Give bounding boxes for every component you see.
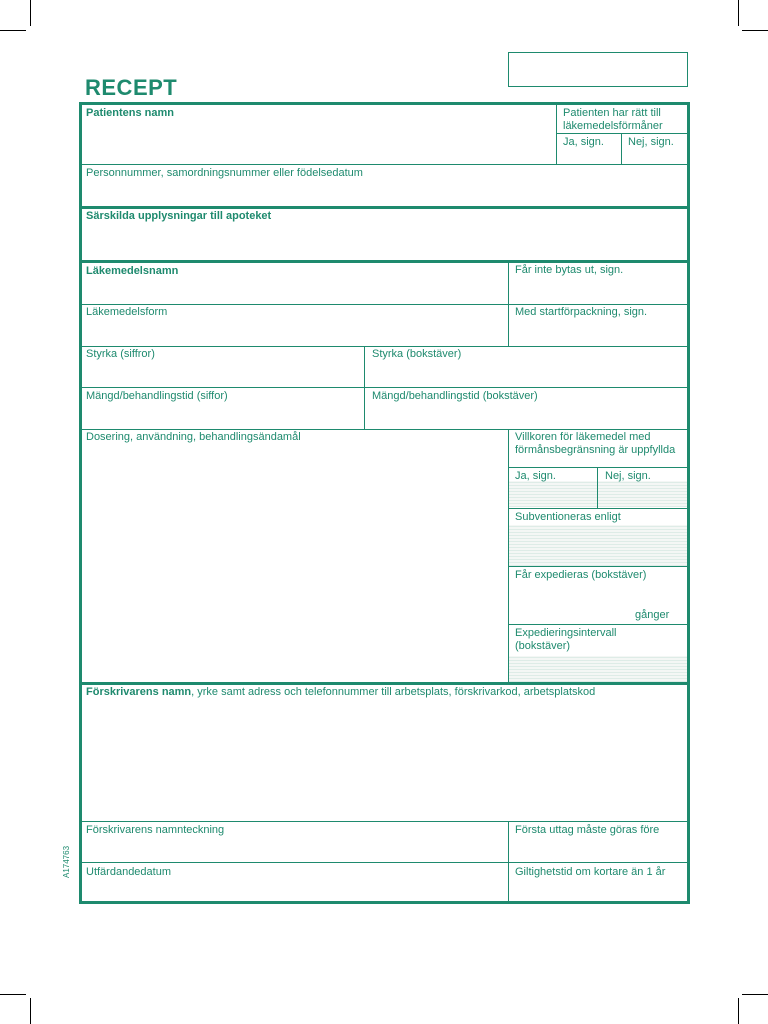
patient-name-label: Patientens namn (86, 107, 175, 119)
crop-mark (0, 994, 26, 995)
prescriber-name-label: Förskrivarens namn (86, 686, 192, 698)
restriction-label: Villkoren för läkemedel med förmånsbegränsning är uppfyllda (515, 431, 676, 456)
drug-form-label: Läkemedelsform (86, 306, 168, 318)
divider (82, 682, 687, 685)
crop-mark (30, 0, 31, 26)
divider (508, 508, 687, 509)
restriction-yes-sign[interactable]: Ja, sign. (515, 470, 556, 482)
times-label: gånger (635, 609, 670, 621)
divider (82, 387, 687, 388)
starter-pack-label: Med startförpackning, sign. (515, 306, 648, 318)
signature-label: Förskrivarens namnteckning (86, 824, 225, 836)
prescription-form (79, 102, 690, 904)
crop-mark (738, 998, 739, 1024)
shaded-area (598, 481, 687, 507)
personal-id-label: Personnummer, samordningsnummer eller födelsedatum (86, 167, 363, 179)
form-code: A174763 (62, 845, 71, 878)
divider (82, 164, 687, 165)
strength-digits-label: Styrka (siffror) (86, 348, 155, 360)
drug-name-label: Läkemedelsnamn (86, 265, 179, 277)
dispense-count-label: Får expedieras (bokstäver) (515, 569, 647, 581)
divider (82, 862, 687, 863)
divider (82, 304, 687, 305)
prescriber-name-details: , yrke samt adress och telefonnummer till arbetsplats, förskrivarkod, arbetsplatskod (191, 686, 596, 698)
restriction-no-sign[interactable]: Nej, sign. (605, 470, 651, 482)
validity-label: Giltighetstid om kortare än 1 år (515, 866, 666, 878)
pharmacy-info-label: Särskilda upplysningar till apoteket (86, 210, 272, 222)
reference-box[interactable] (508, 52, 688, 87)
prescriber-info-label (86, 686, 595, 699)
shaded-area (509, 525, 687, 566)
divider (82, 206, 687, 209)
benefit-label: Patienten har rätt till läkemedelsförmåner (563, 107, 663, 132)
no-substitution-label: Får inte bytas ut, sign. (515, 264, 624, 276)
benefit-yes-sign[interactable]: Ja, sign. (563, 136, 604, 148)
form-title: RECEPT (85, 75, 178, 100)
divider (621, 133, 622, 164)
divider (508, 624, 687, 625)
crop-mark (738, 0, 739, 26)
divider (82, 429, 687, 430)
first-withdrawal-label: Första uttag måste göras före (515, 824, 660, 836)
dosage-label: Dosering, användning, behandlingsändamål (86, 431, 301, 443)
amount-digits-label: Mängd/behandlingstid (siffor) (86, 390, 228, 402)
divider (82, 821, 687, 822)
crop-mark (742, 994, 768, 995)
crop-mark (0, 30, 26, 31)
interval-label: Expedieringsintervall (bokstäver) (515, 627, 617, 652)
divider (82, 346, 687, 347)
divider (82, 260, 687, 263)
subsidy-label: Subventioneras enligt (515, 511, 621, 523)
amount-letters-label: Mängd/behandlingstid (bokstäver) (372, 390, 538, 402)
crop-mark (30, 998, 31, 1024)
shaded-area (509, 481, 597, 507)
strength-letters-label: Styrka (bokstäver) (372, 348, 462, 360)
shaded-area (509, 656, 687, 682)
crop-mark (742, 30, 768, 31)
benefit-no-sign[interactable]: Nej, sign. (628, 136, 674, 148)
issue-date-label: Utfärdandedatum (86, 866, 171, 878)
divider (556, 105, 557, 164)
divider (508, 566, 687, 567)
